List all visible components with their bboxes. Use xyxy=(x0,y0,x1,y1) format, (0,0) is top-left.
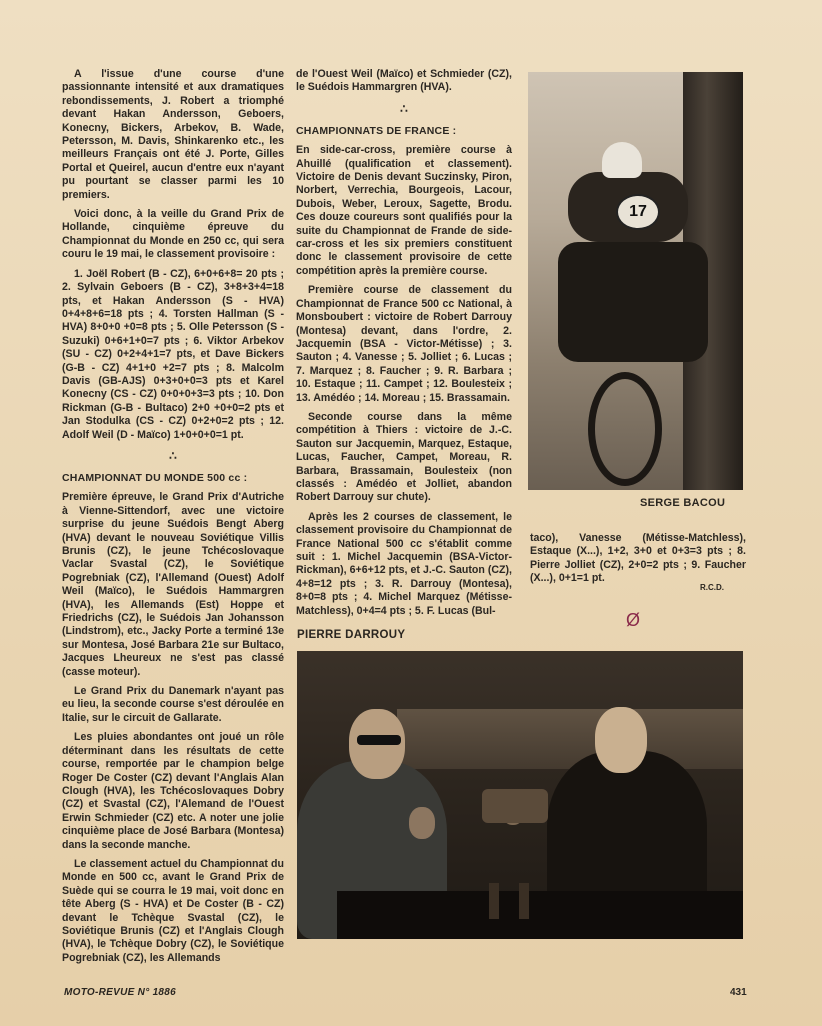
photo-caption-bacou: SERGE BACOU xyxy=(640,497,726,509)
photo-trophy-presentation xyxy=(297,651,743,939)
author-credit: R.C.D. xyxy=(700,583,724,592)
bottle xyxy=(519,883,529,919)
bottle xyxy=(489,883,499,919)
footer-page-number: 431 xyxy=(730,987,747,998)
photo-caption-darrouy: PIERRE DARROUY xyxy=(297,629,406,641)
article-paragraph: Le Grand Prix du Danemark n'ayant pas eu lieu, la seconde course s'est déroulée en Italie, sur le circuit de Gallarate. xyxy=(62,685,284,724)
section-separator: ∴ xyxy=(169,448,177,463)
rider-legs xyxy=(558,242,708,362)
article-paragraph: Première épreuve, le Grand Prix d'Autriche à Vienne-Sittendorf, avec une victoire surprise du jeune Suédois Bengt Aberg (HVA) devant le nouveau Soviétique Villis Brunis (CZ), le jeune Tchécoslovaque Vaclar Svastal (CZ), le Soviétique Pogrebniak (CZ), l'Allemand (Ouest) Adolf Weil (Maïco), le Suédois Hammargren (HVA), les Allemands (Est) Hoppe et Friedrichs (CZ), le Suédois Jan Johansson (Lindstrom), etc., Jacky Porte a terminé 13e sur Montesa, José Barbara 21e sur Bultaco, Jacques Lheureux ne s'est pas classé (casse moteur). xyxy=(62,491,284,678)
spectator-face xyxy=(409,807,435,839)
article-paragraph: Le classement actuel du Championnat du Monde en 500 cc, avant le Grand Prix de Suède qui se courra le 19 mai, voit donc en tête Aberg (S - HVA) et De Coster (B - CZ) devant le Tchèque Svastal (CZ), le Soviétique Brunis (CZ) et l'Anglais Clough (HVA), le Tchèque Dobry (CZ), le Soviétique Pogrebniak (CZ), les Allemands xyxy=(62,857,284,964)
article-paragraph: En side-car-cross, première course à Ahuillé (qualification et classement). Victoire de Denis devant Suczinsky, Piron, Norbert, Verrechia, Bourgeois, Lacour, Dubois, Weber, Leroux, Sagette, Brodu. Ces douze coureurs sont qualifiés pour la suite du Championnat de Frande de side-car-cross et les six premiers constituent donc le classement provisoire de cette compétition après la première course. xyxy=(296,144,512,277)
article-paragraph: Voici donc, à la veille du Grand Prix de Hollande, cinquième épreuve du Championnat du Monde en 250 cc, qui sera couru le 19 mai, le classement provisoire : xyxy=(62,208,284,261)
heading-france-championships: CHAMPIONNATS DE FRANCE : xyxy=(296,124,457,137)
article-paragraph: A l'issue d'une course d'une passionnante intensité et aux dramatiques rebondissements, J. Robert a triomphé devant Hakan Andersson, Geboers, Konecny, Bickers, Arbekov, B. Wade, Petersson, M. Davis, Shinkarenko etc., les meilleurs Français ont été J. Porte, Gilles Portal et Queirel, aucun d'entre eux n'ayant pu pourtant se classer parmi les 10 premiers. xyxy=(62,68,284,201)
footer-magazine: MOTO-REVUE N° 1886 xyxy=(64,987,177,998)
sunglasses xyxy=(357,735,401,745)
number-plate: 17 xyxy=(616,194,660,230)
front-wheel xyxy=(588,372,662,486)
article-paragraph: Première course de classement du Championnat de France 500 cc National, à Monsboubert : victoire de Robert Darrouy (Montesa) devant, dans l'ordre, 2. Jacquemin (BSA - Victor-Métisse) ; 3. Sauton ; 4. Vanesse ; 5. Jolliet ; 6. Lucas ; 7. Marquez ; 8. Faucher ; 9. R. Barbara ; 10. Estaque ; 11. Campet ; 12. Boulesteix ; 13. Amédéo ; 14. Moreau ; 15. Brassamain. xyxy=(296,284,512,404)
wall-decoration xyxy=(397,709,743,769)
article-paragraph: Les pluies abondantes ont joué un rôle déterminant dans les résultats de cette course, remportée par le champion belge Roger De Coster (CZ) devant l'Anglais Alan Clough (HVA), les Tchécoslovaques Dobry (CZ) et Svastal (CZ), l'Alemand de l'Ouest Erwin Schmieder (CZ) etc. A noter une jolie cinquième place de José Barbara (Montesa) dans la seconde manche. xyxy=(62,731,284,851)
heading-world-500cc: CHAMPIONNAT DU MONDE 500 cc : xyxy=(62,471,248,484)
article-paragraph: Après les 2 courses de classement, le classement provisoire du Championnat de France National 500 cc s'établit comme suit : 1. Michel Jacquemin (BSA-Victor-Rickman), 6+6+12 pts, et J.-C. Sauton (CZ), 4+8=12 pts ; 3. R. Darrouy (Montesa), 8+0=8 pts ; 4. Michel Marquez (Métisse-Matchless), 0+4=4 pts ; 5. F. Lucas (Bul- xyxy=(296,510,512,617)
standings-250cc: 1. Joël Robert (B - CZ), 6+0+6+8= 20 pts ; 2. Sylvain Geboers (B - CZ), 3+8+3+4=18 pts, et Hakan Andersson (S - HVA) 0+4+8+6=18 pts ; 4. Torsten Hallman (S - HVA) 8+0+0 +0=8 pts ; 5. Olle Petersson (S - Suzuki) 0+6+1+0=7 pts ; 6. Viktor Arbekov (SU - CZ) 0+2+4+1=7 pts, et Dave Bickers (G-B - CZ) 4+1+0 +2=7 pts ; 8. Malcolm Davis (GB-AJS) 0+3+0+0=3 pts et Karel Konecny (CS - CZ) 0+0+0+3=3 pts ; 10. Don Rickman (G-B - Bultaco) 2+0 +0+0=2 pts et Jan Stodulka (CS - CZ) 0+2+0=2 pts ; 12. Adolf Weil (D - Maïco) 1+0+0+0=1 pt. xyxy=(62,267,284,441)
article-paragraph: de l'Ouest Weil (Maïco) et Schmieder (CZ), le Suédois Hammargren (HVA). xyxy=(296,68,512,94)
article-paragraph: Seconde course dans la même compétition à Thiers : victoire de J.-C. Sauton sur Jacquemin, Marquez, Estaque, Lucas, Faucher, Campet, Moreau, R. Barbara, Brassamain, Boulesteix (non classés : Amédéo et Jolliet, abandon Robert Darrouy sur chute). xyxy=(296,410,512,504)
column-middle xyxy=(296,68,512,624)
article-paragraph: taco), Vanesse (Métisse-Matchless), Estaque (X...), 1+2, 3+0 et 0+3=3 pts ; 8. Pierre Jolliet (CZ), 2+0=2 pts ; 9. Faucher (X...), 0+1=1 pt. xyxy=(530,532,746,585)
face-right xyxy=(595,707,647,773)
section-separator: ∴ xyxy=(400,101,408,116)
handwritten-mark: Ø xyxy=(625,610,640,630)
trophy xyxy=(482,789,548,823)
table xyxy=(337,891,743,939)
photo-motocross-rider xyxy=(528,72,743,490)
helmet xyxy=(602,142,642,178)
column-left xyxy=(62,68,284,971)
